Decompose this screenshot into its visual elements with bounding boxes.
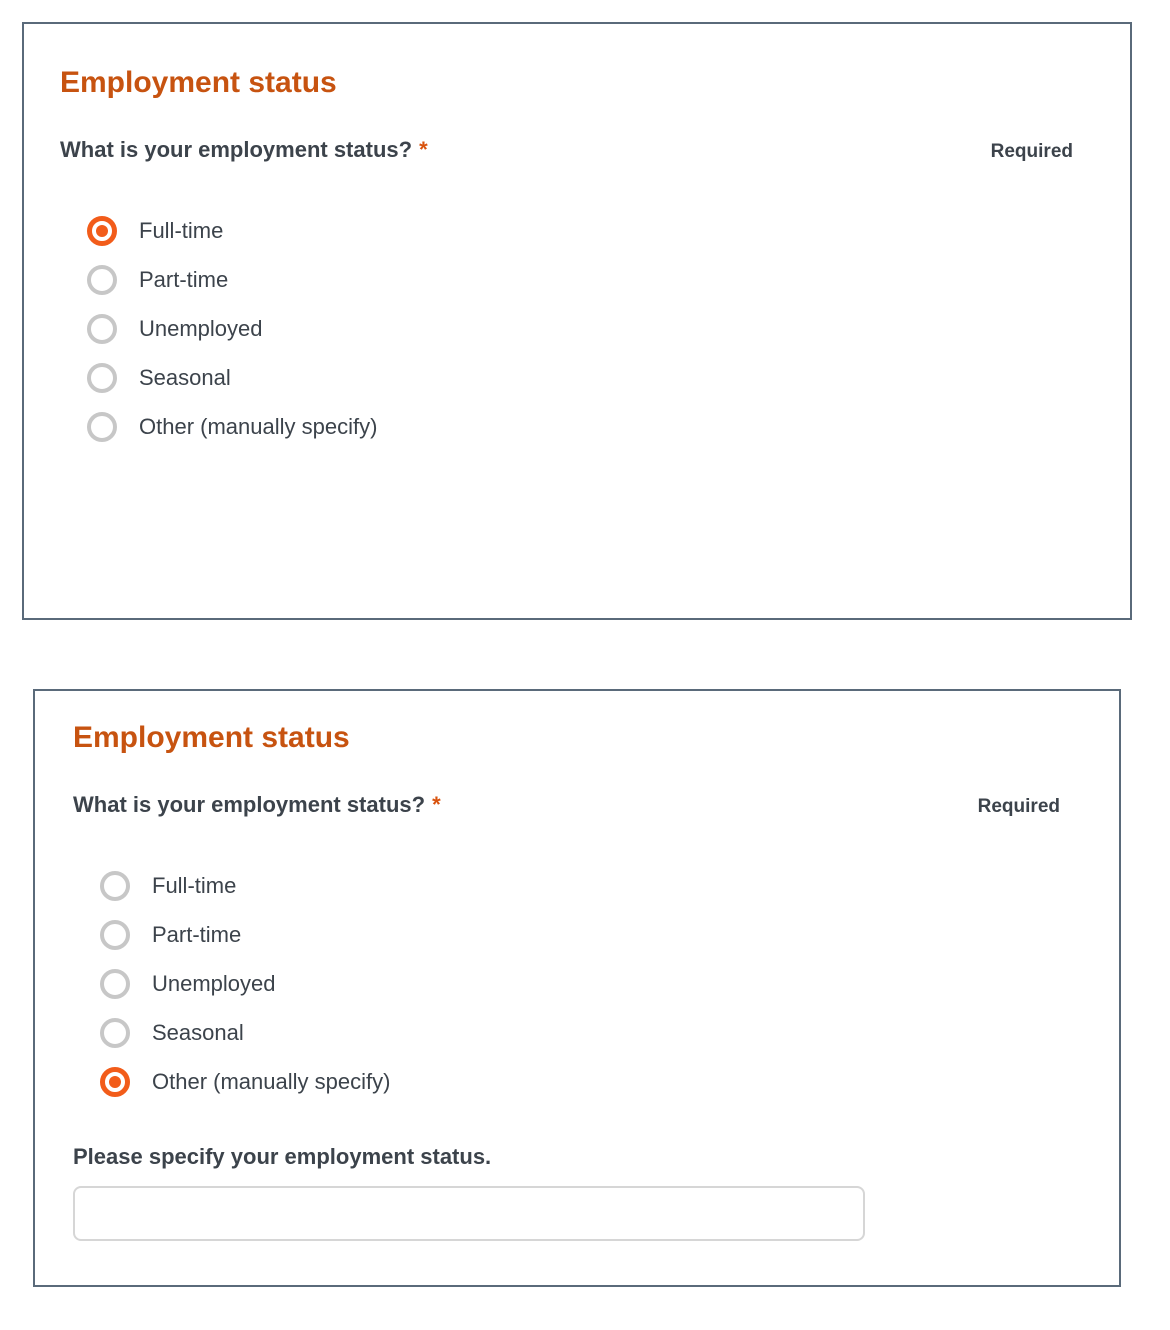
radio-option-unemployed[interactable] [100, 959, 1060, 1008]
radio-option-other[interactable] [100, 1057, 1060, 1106]
radio-option-label[interactable]: Unemployed [139, 315, 263, 341]
radio-option-label[interactable]: Part-time [152, 921, 242, 947]
radio-option-label[interactable]: Unemployed [152, 970, 276, 996]
radio-option-full-time[interactable] [87, 206, 1073, 255]
radio-option-label[interactable]: Full-time [139, 217, 224, 243]
radio-option-label[interactable]: Seasonal [152, 1019, 244, 1045]
radio-group [100, 861, 1060, 1106]
radio-option-seasonal[interactable] [100, 1008, 1060, 1057]
question-label: What is your employment status? [73, 792, 426, 817]
radio-group [87, 206, 1073, 451]
required-asterisk: * [419, 137, 428, 162]
radio-option-part-time[interactable] [87, 255, 1073, 304]
radio-button-icon[interactable] [87, 265, 117, 295]
section-title: Employment status [73, 721, 350, 754]
radio-button-icon[interactable] [100, 1067, 130, 1097]
radio-option-seasonal[interactable] [87, 353, 1073, 402]
radio-option-label[interactable]: Full-time [152, 872, 237, 898]
radio-option-label[interactable]: Seasonal [139, 364, 231, 390]
radio-button-icon[interactable] [87, 216, 117, 246]
question-label: What is your employment status? [60, 137, 413, 162]
section-title: Employment status [60, 66, 337, 99]
required-asterisk: * [432, 792, 441, 817]
radio-button-icon[interactable] [100, 969, 130, 999]
radio-button-icon[interactable] [87, 412, 117, 442]
radio-button-icon[interactable] [87, 363, 117, 393]
question-row [73, 791, 1060, 819]
required-badge: Required [990, 141, 1073, 162]
radio-option-label[interactable]: Other (manually specify) [139, 413, 378, 439]
question-text [73, 791, 441, 819]
radio-option-unemployed[interactable] [87, 304, 1073, 353]
required-badge: Required [977, 796, 1060, 817]
radio-option-other[interactable] [87, 402, 1073, 451]
radio-button-icon[interactable] [100, 920, 130, 950]
radio-button-icon[interactable] [87, 314, 117, 344]
specify-text-input[interactable] [73, 1186, 865, 1241]
radio-option-part-time[interactable] [100, 910, 1060, 959]
radio-option-full-time[interactable] [100, 861, 1060, 910]
radio-button-icon[interactable] [100, 1018, 130, 1048]
radio-option-label[interactable]: Part-time [139, 266, 229, 292]
employment-status-card [22, 22, 1132, 620]
radio-button-icon[interactable] [100, 871, 130, 901]
question-text [60, 136, 428, 164]
specify-question-label: Please specify your employment status. [73, 1144, 492, 1169]
question-row [60, 136, 1073, 164]
radio-option-label[interactable]: Other (manually specify) [152, 1068, 391, 1094]
employment-status-card [33, 689, 1121, 1287]
